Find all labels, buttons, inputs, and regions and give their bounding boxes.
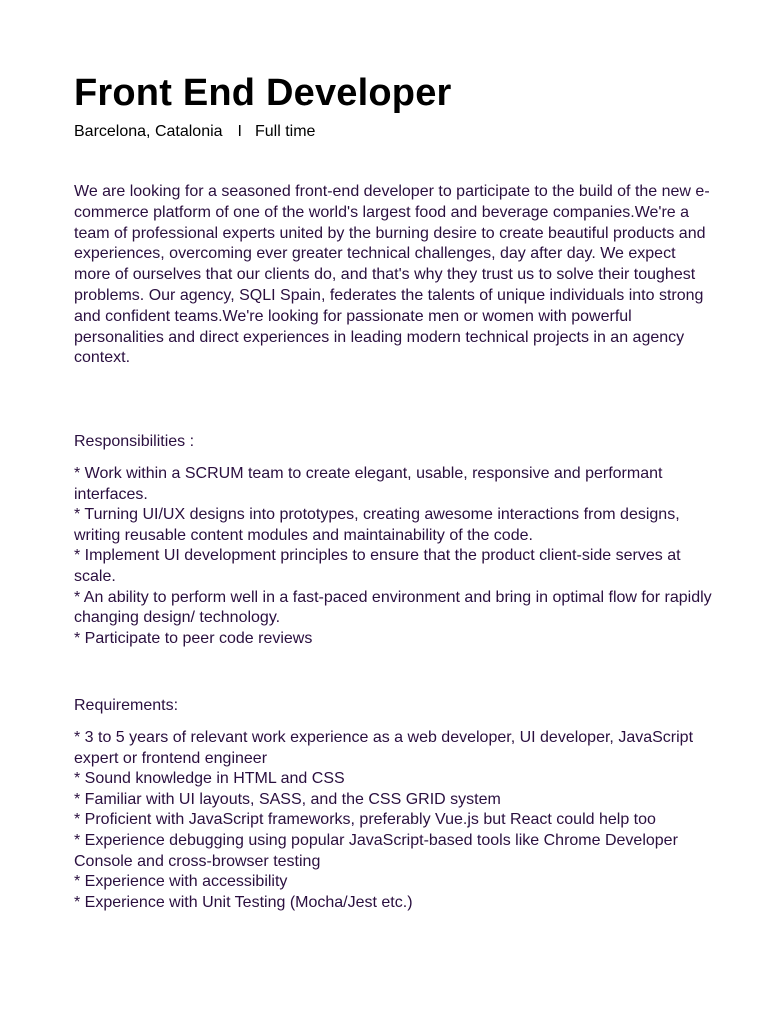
list-item: * Experience with accessibility xyxy=(74,873,288,891)
list-item: * 3 to 5 years of relevant work experience as a web developer, UI developer, JavaScript expert or frontend engineer xyxy=(74,729,694,767)
meta-separator: I xyxy=(237,123,242,140)
list-item: * Experience with Unit Testing (Mocha/Jest etc.) xyxy=(74,893,413,911)
requirements-section xyxy=(74,696,714,913)
employment-type: Full time xyxy=(255,123,316,140)
job-intro xyxy=(74,182,714,369)
responsibilities-heading: Responsibilities : xyxy=(74,433,195,450)
job-meta xyxy=(74,122,315,142)
list-item: * Experience debugging using popular JavaScript-based tools like Chrome Developer Console and cross-browser testing xyxy=(74,831,678,870)
list-item: * Work within a SCRUM team to create elegant, usable, responsive and performant interfaces. xyxy=(74,465,663,503)
requirements-list xyxy=(74,728,714,913)
list-item: * Sound knowledge in HTML and CSS xyxy=(74,770,345,788)
requirements-heading: Requirements: xyxy=(74,697,179,714)
page-title: Front End Developer xyxy=(74,72,452,114)
list-item: * Familiar with UI layouts, SASS, and the CSS GRID system xyxy=(74,790,501,808)
list-item: * Participate to peer code reviews xyxy=(74,629,313,647)
job-location: Barcelona, Catalonia xyxy=(74,123,223,140)
responsibilities-list xyxy=(74,464,714,649)
list-item: * Turning UI/UX designs into prototypes, creating awesome interactions from designs, writing reusable content modules and maintainability of the code. xyxy=(74,506,680,544)
list-item: * An ability to perform well in a fast-paced environment and bring in optimal flow for rapidly changing design/ technology. xyxy=(74,588,712,627)
list-item: * Implement UI development principles to ensure that the product client-side serves at scale. xyxy=(74,547,681,585)
responsibilities-section xyxy=(74,432,714,649)
list-item: * Proficient with JavaScript frameworks, preferably Vue.js but React could help too xyxy=(74,811,656,829)
intro-paragraph: We are looking for a seasoned front-end developer to participate to the build of the new e-commerce platform of one of the world's largest food and beverage companies.We're a team of professional experts united by the burning desire to create beautiful products and experiences, overcoming ever greater technical challenges, day after day. We expect more of ourselves that our clients do, and that's why they trust us to solve their toughest problems. Our agency, SQLI Spain, federates the talents of unique individuals into strong and confident teams.We're looking for passionate men or women with powerful personalities and direct experiences in leading modern technical projects in an agency context. xyxy=(74,183,710,367)
